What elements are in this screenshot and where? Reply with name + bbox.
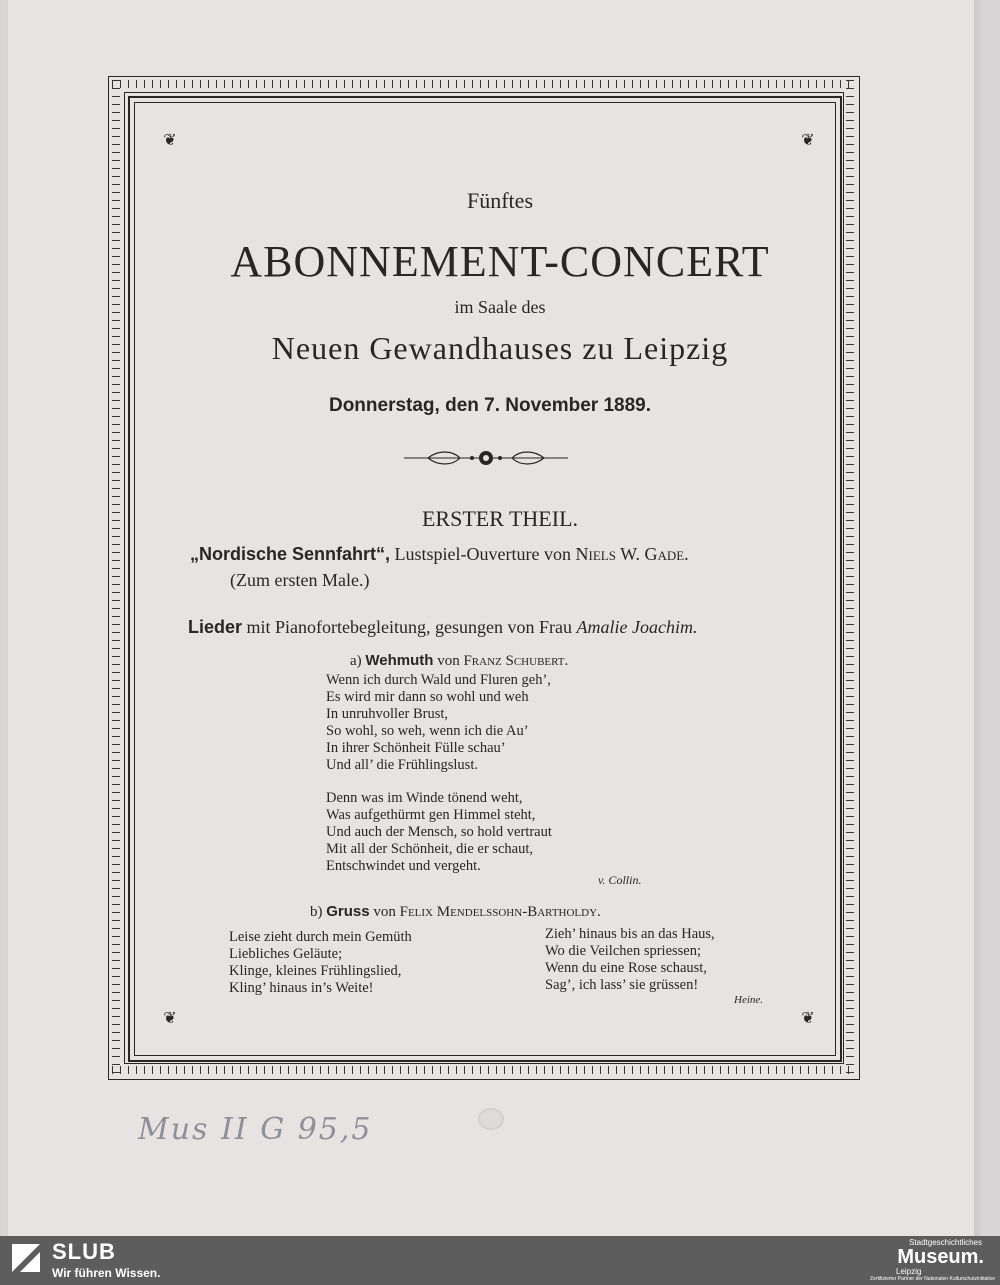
song-letter: b) (310, 904, 327, 920)
poem-line: Denn was im Winde tönend weht, (326, 790, 523, 806)
singer-name: Amalie Joachim. (576, 617, 698, 637)
concert-number: Fünftes (467, 188, 533, 213)
composer-name: Franz Schubert. (463, 653, 569, 669)
song-b-heading (310, 903, 601, 921)
poem-line: Mit all der Schönheit, die er schaut, (326, 841, 533, 857)
museum-name: Museum. (897, 1246, 984, 1268)
venue-prefix: im Saale des (454, 297, 546, 317)
poem-line: Liebliches Geläute; (229, 946, 343, 962)
slub-tagline: Wir führen Wissen. (52, 1266, 161, 1280)
poem-line: Klinge, kleines Frühlingslied, (229, 963, 402, 979)
poem-line: Entschwindet und vergeht. (326, 858, 481, 874)
song-b-left-column (229, 929, 412, 997)
poem-line: Wenn ich durch Wald und Fluren geh’, (326, 672, 551, 688)
work-description: Lustspiel-Ouverture von (390, 544, 576, 564)
composer-name: Felix Mendelssohn-Bartholdy. (399, 904, 601, 920)
venue-name: Neuen Gewandhauses zu Leipzig (271, 330, 729, 366)
program-item-1 (190, 544, 689, 565)
slub-logo-icon (10, 1242, 42, 1274)
corner-ornament-icon: ❦ (801, 1008, 815, 1027)
decorative-border (108, 76, 860, 1080)
footer-bar (0, 1236, 1000, 1285)
work-title: „Nordische Sennfahrt“, (190, 544, 391, 564)
border-hatch-bottom (112, 1066, 856, 1074)
slub-name: SLUB (52, 1239, 116, 1264)
work-title: Lieder (188, 617, 243, 637)
poem-line: In ihrer Schönheit Fülle schau’ (326, 740, 506, 756)
song-von: von (433, 653, 464, 669)
song-b-right-column (545, 926, 715, 994)
poem-line: Was aufgethürmt gen Himmel steht, (326, 807, 536, 823)
poem-line: Sag’, ich lass’ sie grüssen! (545, 977, 699, 993)
flourish-ornament-icon (404, 446, 568, 470)
song-von: von (369, 904, 400, 920)
corner-ornament-icon: ❦ (163, 130, 177, 149)
poem-line: Wo die Veilchen spriessen; (545, 943, 702, 959)
song-letter: a) (350, 653, 366, 669)
program-item-2 (188, 617, 697, 638)
poem-line: So wohl, so weh, wenn ich die Au’ (326, 723, 529, 739)
poem-line: Und auch der Mensch, so hold vertraut (326, 824, 552, 840)
poem-line: Es wird mir dann so wohl und weh (326, 689, 529, 705)
composer-name: Niels W. Gade. (575, 544, 689, 564)
poem-line: Kling’ hinaus in’s Weite! (229, 980, 374, 996)
embossed-stamp (478, 1108, 504, 1130)
page-title: ABONNEMENT-CONCERT (230, 237, 770, 286)
section-heading: ERSTER THEIL. (421, 506, 579, 531)
poem-line: In unruhvoller Brust, (326, 706, 449, 722)
song-title: Wehmuth (365, 652, 434, 669)
museum-city: Leipzig (896, 1267, 922, 1276)
poet-credit: v. Collin. (598, 873, 642, 887)
poet-credit: Heine. (734, 994, 764, 1006)
museum-top-label: Stadtgeschichtliches (909, 1238, 982, 1247)
museum-certification: Zertifizierter Partner der Nationalen Kulturschutzinitiative (870, 1276, 996, 1282)
song-title: Gruss (326, 903, 370, 920)
concert-date: Donnerstag, den 7. November 1889. (328, 395, 652, 416)
poem-line: Leise zieht durch mein Gemüth (229, 929, 412, 945)
song-a-stanza-1 (326, 672, 551, 774)
paper-edge (974, 0, 979, 1236)
poem-line: Wenn du eine Rose schaust, (545, 960, 707, 976)
border-hatch-right (846, 80, 854, 1074)
corner-ornament-icon: ❦ (163, 1008, 177, 1027)
premiere-note: (Zum ersten Male.) (230, 570, 370, 590)
poem-line: Zieh’ hinaus bis an das Haus, (545, 926, 715, 942)
corner-ornament-icon: ❦ (801, 130, 815, 149)
border-hatch-left (112, 80, 120, 1074)
border-hatch-top (112, 80, 856, 88)
work-description: mit Pianofortebegleitung, gesungen von Frau (242, 617, 577, 637)
handwritten-shelfmark: Mus II G 95,5 (138, 1112, 373, 1147)
song-a-heading (350, 652, 568, 670)
poem-line: Und all’ die Frühlingslust. (326, 757, 478, 773)
song-a-stanza-2 (326, 790, 552, 875)
